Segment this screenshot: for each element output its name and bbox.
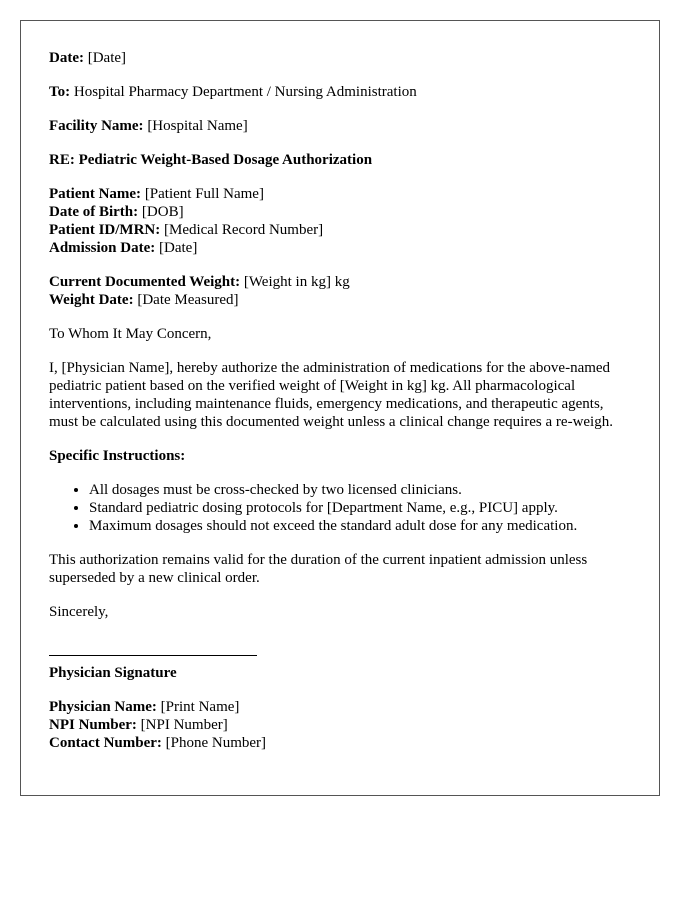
- patient-name-label: Patient Name:: [49, 186, 142, 202]
- facility-line: [49, 117, 631, 135]
- signature-line: [49, 655, 257, 656]
- npi-label: NPI Number:: [49, 717, 137, 733]
- date-value: [Date]: [87, 50, 127, 66]
- npi-value: [NPI Number]: [140, 717, 228, 733]
- current-weight-label: Current Documented Weight:: [49, 274, 241, 290]
- instructions-heading: Specific Instructions:: [49, 448, 186, 464]
- patient-id-label: Patient ID/MRN:: [49, 222, 161, 238]
- instructions-list: [49, 481, 631, 535]
- physician-name-label: Physician Name:: [49, 699, 157, 715]
- subject-line: RE: Pediatric Weight-Based Dosage Authorization: [49, 152, 373, 168]
- dob-line: [49, 203, 631, 221]
- to-value: Hospital Pharmacy Department / Nursing Administration: [73, 84, 417, 100]
- dob-value: [DOB]: [141, 204, 184, 220]
- weight-info-block: [49, 273, 631, 309]
- patient-name-value: [Patient Full Name]: [144, 186, 264, 202]
- date-line: [49, 49, 631, 67]
- patient-name-line: [49, 185, 631, 203]
- npi-line: [49, 716, 631, 734]
- list-item: • Standard pediatric dosing protocols for [Department Name, e.g., PICU] apply.: [89, 499, 631, 517]
- patient-info-block: [49, 185, 631, 257]
- admission-date-value: [Date]: [159, 240, 198, 256]
- closing: Sincerely,: [49, 604, 109, 620]
- facility-label: Facility Name:: [49, 118, 144, 134]
- physician-name-line: [49, 698, 631, 716]
- facility-value: [Hospital Name]: [147, 118, 248, 134]
- weight-date-label: Weight Date:: [49, 292, 134, 308]
- admission-date-label: Admission Date:: [49, 240, 156, 256]
- to-label: To:: [49, 84, 71, 100]
- physician-name-value: [Print Name]: [160, 699, 240, 715]
- admission-date-line: [49, 239, 631, 257]
- authorization-letter: [20, 20, 660, 796]
- weight-date-line: [49, 291, 631, 309]
- recipient-line: [49, 83, 631, 101]
- contact-value: [Phone Number]: [165, 735, 267, 751]
- list-item: • All dosages must be cross-checked by two licensed clinicians.: [89, 481, 631, 499]
- contact-label: Contact Number:: [49, 735, 162, 751]
- date-label: Date:: [49, 50, 84, 66]
- current-weight-line: [49, 273, 631, 291]
- patient-id-line: [49, 221, 631, 239]
- weight-date-value: [Date Measured]: [137, 292, 239, 308]
- list-item: • Maximum dosages should not exceed the standard adult dose for any medication.: [89, 517, 631, 535]
- validity-paragraph: This authorization remains valid for the duration of the current inpatient admission unless superseded by a new clinical order.: [49, 552, 588, 586]
- signature-label: Physician Signature: [49, 665, 177, 681]
- salutation: To Whom It May Concern,: [49, 326, 212, 342]
- contact-line: [49, 734, 631, 752]
- current-weight-value: [Weight in kg] kg: [243, 274, 350, 290]
- physician-info-block: [49, 698, 631, 752]
- patient-id-value: [Medical Record Number]: [163, 222, 324, 238]
- dob-label: Date of Birth:: [49, 204, 139, 220]
- authorization-paragraph: I, [Physician Name], hereby authorize the administration of medications for the above-named pediatric patient based on the verified weight of [Weight in kg] kg. All pharmacological interventions, including maintenance fluids, emergency medications, and therapeutic agents, must be calculated using this documented weight unless a clinical change requires a re-weigh.: [49, 360, 613, 430]
